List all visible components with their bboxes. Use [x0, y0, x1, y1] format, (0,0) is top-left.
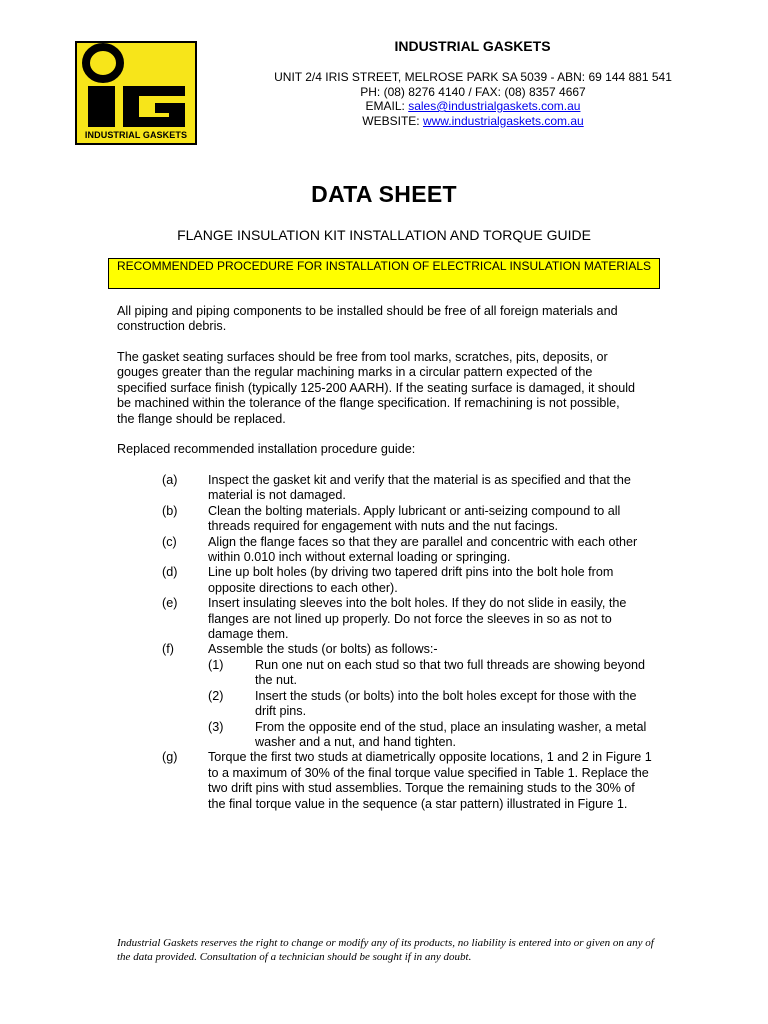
step-g: [162, 750, 652, 812]
paragraph-procedure-intro: Replaced recommended installation procedure guide:: [117, 442, 416, 456]
step-text: Clean the bolting materials. Apply lubricant or anti-seizing compound to all threads required for engagement with nuts and the nut facings.: [208, 503, 621, 534]
step-text: Assemble the studs (or bolts) as follows:-: [208, 642, 438, 657]
email-link[interactable]: sales@industrialgaskets.com.au: [408, 99, 581, 113]
substep-label: (3): [208, 719, 224, 734]
step-f: [162, 642, 652, 750]
website-line: [250, 114, 696, 129]
procedure-steps: [162, 473, 652, 812]
website-label: WEBSITE:: [362, 113, 420, 128]
substep-text: Insert the studs (or bolts) into the bolt holes except for those with the drift pins.: [255, 688, 637, 719]
company-logo: [75, 41, 197, 145]
email-label: EMAIL:: [365, 99, 405, 113]
step-text: Align the flange faces so that they are parallel and concentric with each other within 0.010 inch without external loading or springing.: [208, 534, 638, 565]
step-label: (g): [162, 750, 178, 765]
step-label: (e): [162, 596, 178, 611]
step-label: (b): [162, 503, 178, 518]
step-text: Torque the first two studs at diametrically opposite locations, 1 and 2 in Figure 1 to a maximum of 30% of the final torque value specified in Table 1. Replace the two drift pins with stud assemblies. Torque the remaining studs to the 30% of the final torque value in the sequence (a star pattern) illustrated in Figure 1.: [208, 750, 652, 811]
step-text: Inspect the gasket kit and verify that the material is as specified and that the material is not damaged.: [208, 473, 631, 503]
step-d: [162, 565, 652, 596]
step-text: Line up bolt holes (by driving two tapered drift pins into the bolt hole from opposite directions to each other).: [208, 565, 614, 595]
substep-label: (2): [208, 688, 224, 703]
substep-label: (1): [208, 657, 224, 672]
document-title: DATA SHEET: [311, 181, 457, 207]
website-link[interactable]: www.industrialgaskets.com.au: [422, 113, 584, 128]
step-a: [162, 473, 652, 504]
paragraph-foreign-materials: All piping and piping components to be installed should be free of all foreign materials and construction debris.: [117, 304, 618, 334]
logo-caption: INDUSTRIAL GASKETS: [84, 130, 188, 140]
substep-text: Run one nut on each stud so that two full threads are showing beyond the nut.: [255, 657, 645, 688]
contact-block: [250, 70, 696, 128]
step-label: (c): [162, 534, 177, 549]
substep-text: From the opposite end of the stud, place an insulating washer, a metal washer and a nut, and hand tighten.: [255, 719, 647, 749]
phone-fax-line: PH: (08) 8276 4140 / FAX: (08) 8357 4667: [360, 84, 586, 99]
step-label: (a): [162, 473, 178, 487]
step-b: [162, 504, 652, 535]
paragraph-seating-surfaces: The gasket seating surfaces should be free from tool marks, scratches, pits, deposits, or gouges greater than the regular machining marks in a circular pattern expected of the specified surface finish (typically 125-200 AARH). If the seating surface is damaged, it should be machined within the tolerance of the flange specification. If remachining is not possible, the flange should be replaced.: [117, 350, 636, 426]
company-name: INDUSTRIAL GASKETS: [394, 38, 551, 54]
ig-logo-mark: [77, 43, 195, 143]
email-line: [250, 99, 696, 114]
step-c: [162, 535, 652, 566]
step-e: [162, 596, 652, 642]
document-subtitle: FLANGE INSULATION KIT INSTALLATION AND TORQUE GUIDE: [177, 227, 591, 243]
step-label: (f): [162, 642, 174, 657]
procedure-banner: RECOMMENDED PROCEDURE FOR INSTALLATION OF ELECTRICAL INSULATION MATERIALS: [108, 258, 660, 289]
address-line: UNIT 2/4 IRIS STREET, MELROSE PARK SA 5039 - ABN: 69 144 881 541: [274, 70, 672, 84]
step-label: (d): [162, 565, 178, 580]
substep-3: [208, 720, 652, 751]
substep-2: [208, 689, 652, 720]
substep-1: [208, 658, 652, 689]
step-text: Insert insulating sleeves into the bolt holes. If they do not slide in easily, the flanges are not lined up properly. Do not force the sleeves in so as not to damage them.: [208, 596, 627, 642]
disclaimer: Industrial Gaskets reserves the right to change or modify any of its products, no liability is entered into or given on any of the data provided. Consultation of a technician should be sought if in any doubt.: [117, 937, 654, 963]
